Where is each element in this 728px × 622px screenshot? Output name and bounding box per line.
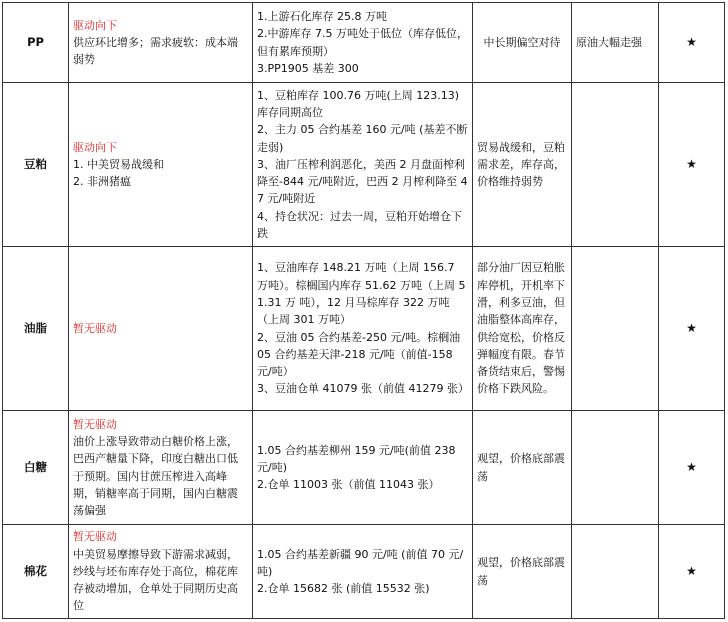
driver-cell xyxy=(69,3,253,83)
view-cell: 观望，价格底部震荡 xyxy=(473,525,572,619)
table-row xyxy=(3,411,725,525)
view-cell: 部分油厂因豆粕胀库停机，开机率下滑，利多豆油，但油脂整体高库存，供给宽松，价格反弹幅度有限。春节备货结束后，警惕价格下跌风险。 xyxy=(473,247,572,411)
commodity-name: PP xyxy=(3,3,69,83)
driver-text: 2. 非洲猪瘟 xyxy=(73,175,131,189)
rating-star: ★ xyxy=(659,411,725,525)
table-row xyxy=(3,525,725,619)
detail-line: 2、主力 05 合约基差 160 元/吨 (基差不断走弱) xyxy=(257,123,468,154)
driver-title: 暂无驱动 xyxy=(73,530,117,544)
detail-line: 1、豆油库存 148.21 万吨（上周 156.7 万吨）。棕榈国内库存 51.62 万吨（上周 51.31 万 吨），12 月马棕库存 322 万吨（上周 301 万吨） xyxy=(257,261,466,327)
commodity-name: 豆粕 xyxy=(3,83,69,247)
commodity-name: 白糖 xyxy=(3,411,69,525)
detail-line: 2.中游库存 7.5 万吨处于低位（库存低位，但有累库预期） xyxy=(257,27,468,58)
impact-cell: 原油大幅走强 xyxy=(572,3,659,83)
detail-line: 3、豆油仓单 41079 张（前值 41279 张） xyxy=(257,382,469,396)
detail-line: 3、油厂压榨利润恶化，美西 2 月盘面榨利降至-844 元/吨附近，巴西 2 月榨利降至 47 元/吨附近 xyxy=(257,157,468,206)
detail-line: 1、豆粕库存 100.76 万吨(上周 123.13) 库存同期高位 xyxy=(257,88,460,119)
detail-cell xyxy=(253,411,473,525)
impact-cell xyxy=(572,83,659,247)
commodity-name: 棉花 xyxy=(3,525,69,619)
driver-cell xyxy=(69,411,253,525)
detail-cell xyxy=(253,247,473,411)
view-cell: 观望，价格底部震荡 xyxy=(473,411,572,525)
rating-star: ★ xyxy=(659,83,725,247)
view-cell: 贸易战缓和，豆粕需求差，库存高，价格维持弱势 xyxy=(473,83,572,247)
commodity-name: 油脂 xyxy=(3,247,69,411)
driver-text: 供应环比增多；需求疲软：成本端弱势 xyxy=(73,35,238,67)
view-cell: 中长期偏空对待 xyxy=(473,3,572,83)
impact-cell xyxy=(572,525,659,619)
detail-line: 2、豆油 05 合约基差-250 元/吨。棕榈油 05 合约基差天津-218 元/吨（前值-158 元/吨） xyxy=(257,330,461,379)
detail-line: 4、持仓状况：过去一周，豆粕开始增仓下跌 xyxy=(257,209,462,241)
table-row xyxy=(3,83,725,247)
detail-cell xyxy=(253,3,473,83)
driver-title: 驱动向下 xyxy=(73,18,117,32)
driver-title: 暂无驱动 xyxy=(73,321,117,335)
rating-star: ★ xyxy=(659,247,725,411)
detail-cell xyxy=(253,525,473,619)
rating-star: ★ xyxy=(659,525,725,619)
driver-cell xyxy=(69,525,253,619)
detail-cell xyxy=(253,83,473,247)
driver-title: 驱动向下 xyxy=(73,140,117,154)
detail-line: 2.仓单 15682 张 (前值 15532 张) xyxy=(257,582,430,596)
detail-line: 1.05 合约基差新疆 90 元/吨 (前值 70 元/吨) xyxy=(257,547,464,578)
commodity-table xyxy=(2,2,725,619)
detail-line: 2.仓单 11003 张（前值 11043 张） xyxy=(257,478,440,492)
impact-cell xyxy=(572,411,659,525)
driver-text: 油价上涨导致带动白糖价格上涨，巴西产糖量下降，印度白糖出口低于预期。国内甘蔗压榨进入高峰期，销糖率高于同期，国内白糖震荡偏强 xyxy=(73,434,238,518)
driver-text: 1. 中美贸易战缓和 xyxy=(73,157,164,171)
table-row xyxy=(3,3,725,83)
detail-line: 1.05 合约基差柳州 159 元/吨(前值 238 元/吨) xyxy=(257,443,456,474)
detail-line: 3.PP1905 基差 300 xyxy=(257,61,359,75)
detail-line: 1.上游石化库存 25.8 万吨 xyxy=(257,9,387,23)
driver-title: 暂无驱动 xyxy=(73,417,117,431)
rating-star: ★ xyxy=(659,3,725,83)
driver-cell xyxy=(69,83,253,247)
driver-cell xyxy=(69,247,253,411)
driver-text: 中美贸易摩擦导致下游需求减弱，纱线与坯布库存处于高位，棉花库存被动增加，仓单处于同期历史高位 xyxy=(73,547,238,613)
impact-cell xyxy=(572,247,659,411)
table-row xyxy=(3,247,725,411)
